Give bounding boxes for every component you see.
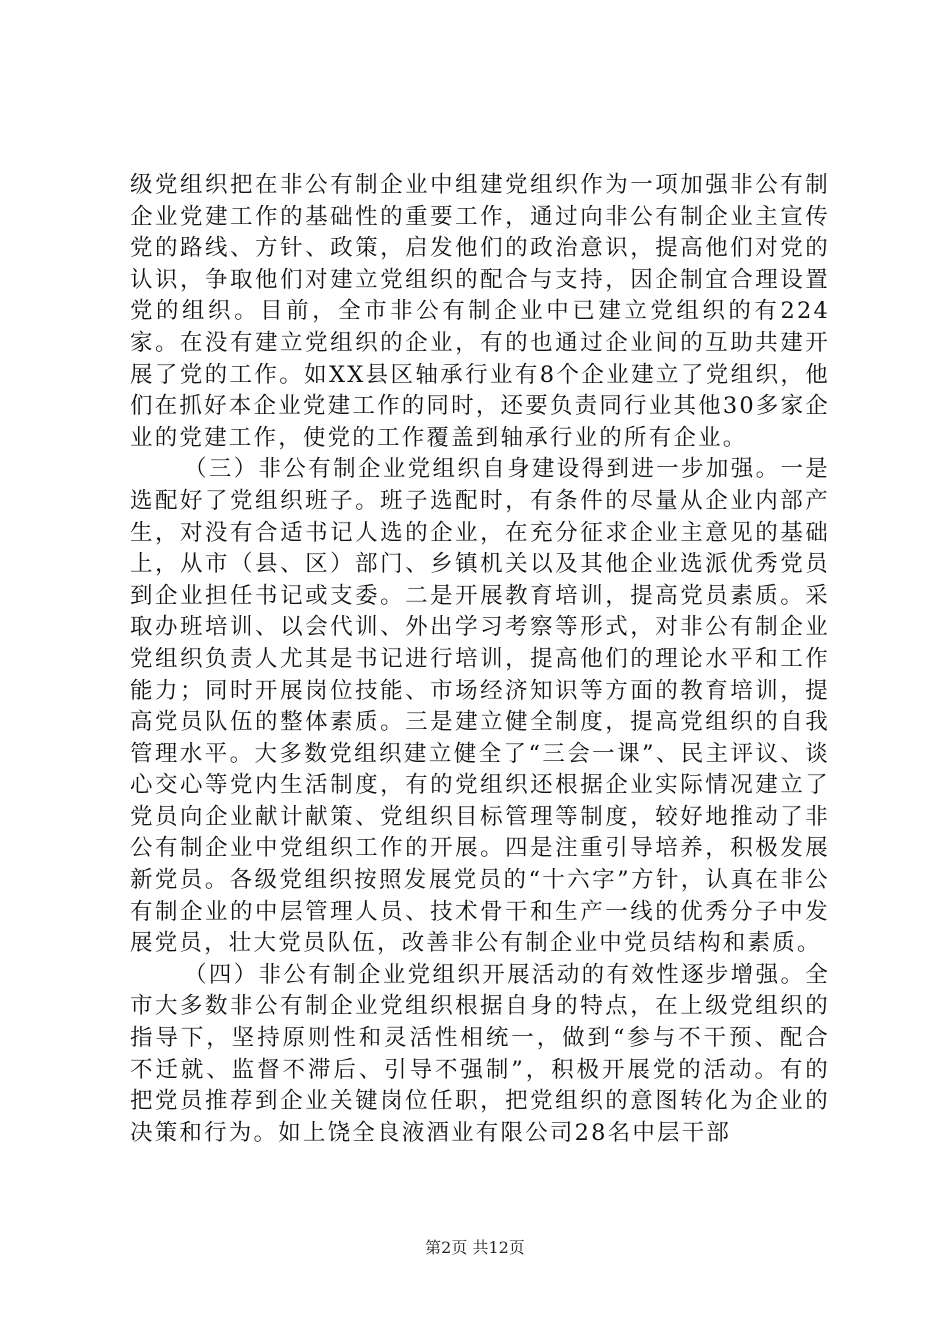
paragraph-section-four: （四）非公有制企业党组织开展活动的有效性逐步增强。全市大多数非公有制企业党组织根据自身的特点，在上级党组织的指导下，坚持原则性和灵活性相统一，做到“参与不干预、配合不迁就、监督不滞后、引导不强制”，积极开展党的活动。有的把党员推荐到企业关键岗位任职，把党组织的意图转化为企业的决策和行为。如上饶全良液酒业有限公司28名中层干部 — [130, 961, 830, 1146]
paragraph-continuation: 级党组织把在非公有制企业中组建党组织作为一项加强非公有制企业党建工作的基础性的重要工作，通过向非公有制企业主宣传党的路线、方针、政策，启发他们的政治意识，提高他们对党的认识，争取他们对建立党组织的配合与支持，因企制宜合理设置党的组织。目前，全市非公有制企业中已建立党组织的有224家。在没有建立党组织的企业，有的也通过企业间的互助共建开展了党的工作。如XX县区轴承行业有8个企业建立了党组织，他们在抓好本企业党建工作的同时，还要负责同行业其他30多家企业的党建工作，使党的工作覆盖到轴承行业的所有企业。 — [130, 172, 830, 451]
page-footer: 第2页 共12页 — [425, 1238, 525, 1257]
document-body — [130, 170, 830, 1149]
paragraph-section-three: （三）非公有制企业党组织自身建设得到进一步加强。一是选配好了党组织班子。班子选配时，有条件的尽量从企业内部产生，对没有合适书记人选的企业，在充分征求企业主意见的基础上，从市（县、区）部门、乡镇机关以及其他企业选派优秀党员到企业担任书记或支委。二是开展教育培训，提高党员素质。采取办班培训、以会代训、外出学习考察等形式，对非公有制企业党组织负责人尤其是书记进行培训，提高他们的理论水平和工作能力；同时开展岗位技能、市场经济知识等方面的教育培训，提高党员队伍的整体素质。三是建立健全制度，提高党组织的自我管理水平。大多数党组织建立健全了“三会一课”、民主评议、谈心交心等党内生活制度，有的党组织还根据企业实际情况建立了党员向企业献计献策、党组织目标管理等制度，较好地推动了非公有制企业中党组织工作的开展。四是注重引导培养，积极发展新党员。各级党组织按照发展党员的“十六字”方针，认真在非公有制企业的中层管理人员、技术骨干和生产一线的优秀分子中发展党员，壮大党员队伍，改善非公有制企业中党员结构和素质。 — [130, 456, 830, 957]
